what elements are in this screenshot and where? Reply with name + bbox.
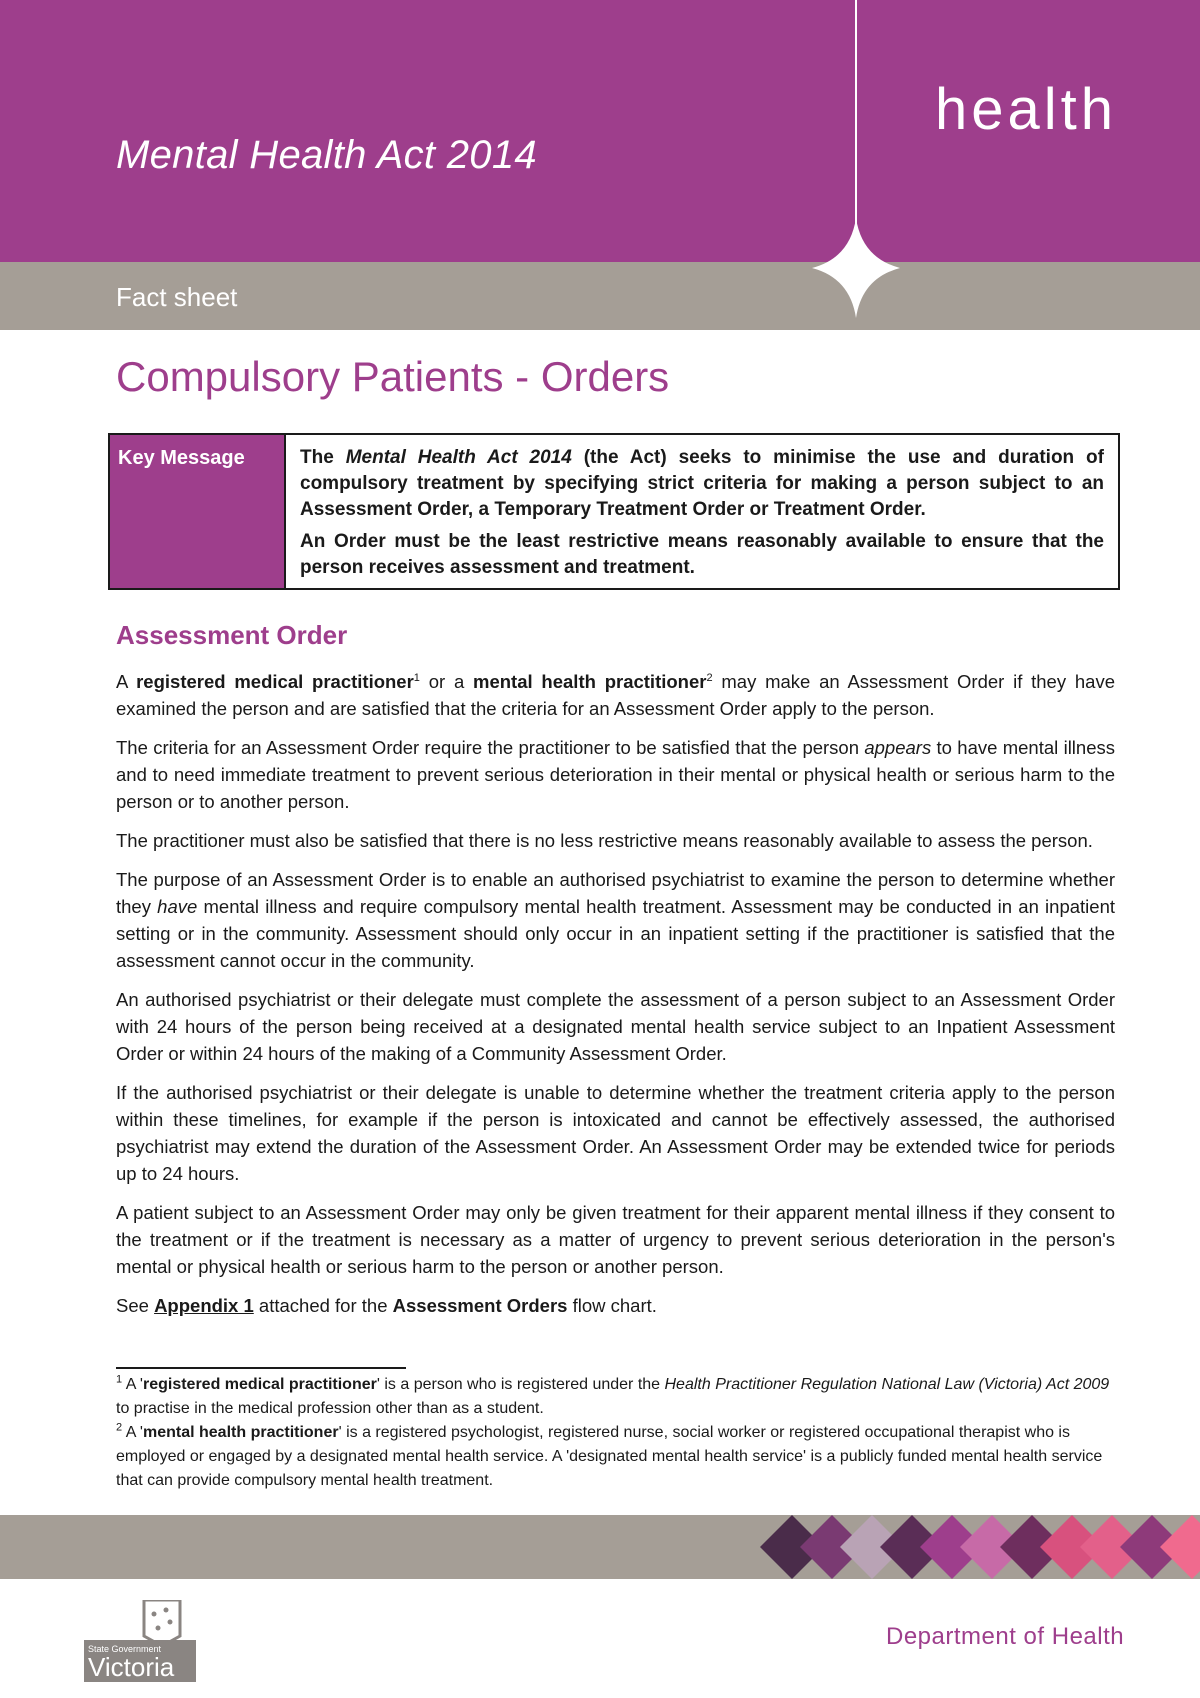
text-run: ' is a person who is registered under the (376, 1376, 665, 1393)
department-name: Department of Health (886, 1623, 1125, 1650)
footnote-2 (116, 1421, 1115, 1493)
text-run: to practise in the medical profession other than as a student. (116, 1400, 544, 1417)
body-paragraph (116, 668, 1115, 722)
text-run: The purpose of an Assessment Order is to enable an authorised psychiatrist to examine the person to determine whether they (116, 869, 1115, 917)
logo-big-text: Victoria (88, 1652, 175, 1682)
text-run: See (116, 1295, 155, 1316)
bold-term: mental health practitioner (473, 671, 707, 692)
act-title: Mental Health Act 2014 (116, 133, 537, 177)
body-paragraph (116, 734, 1115, 815)
text-run: attached for the (253, 1295, 393, 1316)
section-body (116, 668, 1115, 1331)
bold-term: Assessment Orders (392, 1295, 568, 1316)
text-run: mental illness and require compulsory mental health treatment. Assessment may be conducted in an inpatient setting or in the community. Assessment should only occur in an inpatient setting if the practitioner is satisfied that the assessment cannot occur in the community. (116, 896, 1115, 971)
body-paragraph: The practitioner must also be satisfied that there is no less restrictive means reasonably available to assess the person. (116, 830, 1093, 851)
text-run: may make an Assessment Order if they have examined the person and are satisfied that the criteria for an Assessment Order apply to the person. (116, 671, 1115, 719)
footnotes (116, 1373, 1115, 1493)
section-heading: Assessment Order (116, 620, 348, 650)
footnote-number: 2 (116, 1421, 123, 1434)
text-run: or a (419, 671, 474, 692)
text-run: flow chart. (567, 1295, 657, 1316)
footer-band (0, 1515, 1200, 1579)
body-paragraph (116, 866, 1115, 974)
text-run: ' is a registered psychologist, registered nurse, social worker or registered occupational therapist who is employed or engaged by a designated mental health service. A 'designated mental health service' is a publicly funded mental health service that can provide compulsory mental health treatment. (116, 1424, 1103, 1489)
footnote-ref: 1 (413, 671, 420, 684)
body-paragraph (116, 1292, 1115, 1319)
text-run: The (300, 447, 346, 468)
italic-term: Health Practitioner Regulation National Law (Victoria) Act 2009 (664, 1376, 1110, 1393)
footnote-1 (116, 1373, 1115, 1421)
body-paragraph: An authorised psychiatrist or their delegate must complete the assessment of a person subject to an Assessment Order with 24 hours of the person being received at a designated mental health service subject to an Inpatient Assessment Order or within 24 hours of the making of a Community Assessment Order. (116, 989, 1115, 1064)
key-message-paragraph (300, 445, 1104, 523)
text-run: A ' (122, 1424, 143, 1441)
footnote-ref: 2 (706, 671, 713, 684)
doc-type-label: Fact sheet (116, 282, 238, 312)
page-title: Compulsory Patients - Orders (116, 353, 670, 400)
victoria-logo (84, 1600, 196, 1682)
text-run: to have mental illness and to need immediate treatment to prevent serious deterioration in their mental or physical health or serious harm to the person or to another person. (116, 737, 1115, 812)
key-message-paragraph: An Order must be the least restrictive means reasonably available to ensure that the person receives assessment and treatment. (300, 531, 1104, 578)
text-run: A (116, 671, 137, 692)
italic-term: have (157, 896, 198, 917)
header-banner (0, 0, 1200, 330)
act-name-italic: Mental Health Act 2014 (345, 447, 572, 468)
italic-term: appears (864, 737, 932, 758)
key-message-label: Key Message (110, 435, 286, 588)
body-paragraph: If the authorised psychiatrist or their delegate is unable to determine whether the treatment criteria apply to the person within these timelines, for example if the person is intoxicated and cannot be effectively assessed, the authorised psychiatrist may extend the duration of the Assessment Order. An Assessment Order may be extended twice for periods up to 24 hours. (116, 1082, 1115, 1184)
footnote-divider (116, 1367, 406, 1369)
brand-wordmark: health (935, 77, 1118, 142)
bold-term: mental health practitioner (142, 1424, 339, 1441)
logo-small-text: State Government (88, 1644, 162, 1654)
key-message-box (108, 433, 1120, 590)
text-run: The criteria for an Assessment Order require the practitioner to be satisfied that the person (116, 737, 865, 758)
appendix-link[interactable]: Appendix 1 (154, 1295, 254, 1316)
text-run: (the Act) seeks to minimise the use and duration of compulsory treatment by specifying strict criteria for making a person subject to an Assessment Order, a Temporary Treatment Order or Treatment Order. (300, 447, 1104, 520)
bold-term: registered medical practitioner (142, 1376, 377, 1393)
body-paragraph: A patient subject to an Assessment Order may only be given treatment for their apparent mental illness if they consent to the treatment or if the treatment is necessary as a matter of urgency to prevent serious deterioration in the person's mental or physical health or serious harm to the person or another person. (116, 1202, 1115, 1277)
triangle-pattern (760, 1515, 1200, 1579)
key-message-text (286, 435, 1118, 588)
footnote-number: 1 (116, 1373, 123, 1386)
bold-term: registered medical practitioner (136, 671, 414, 692)
text-run: A ' (122, 1376, 143, 1393)
